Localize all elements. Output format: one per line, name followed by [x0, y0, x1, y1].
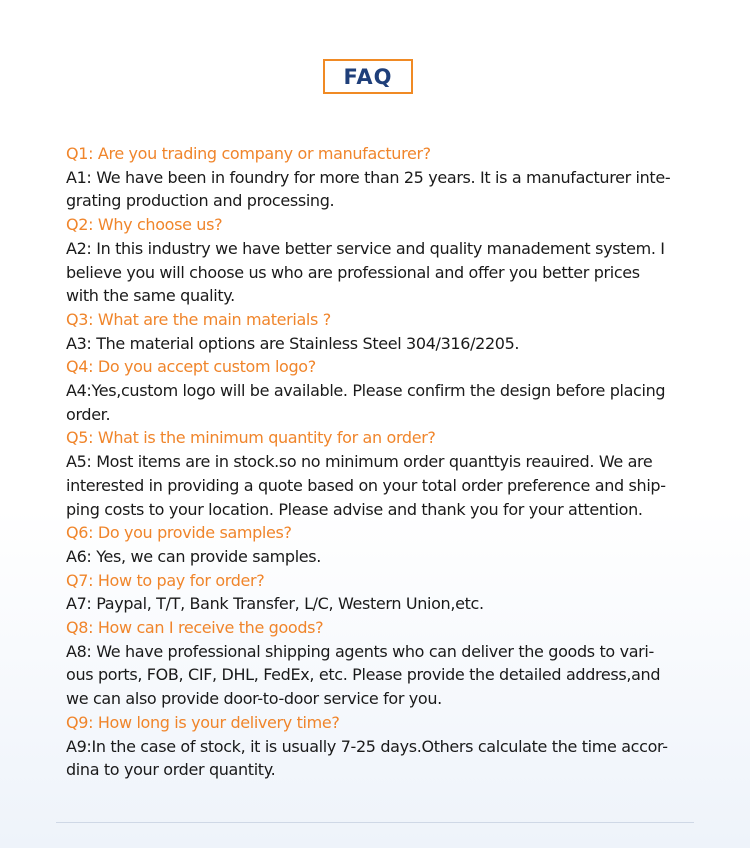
faq-answer: ping costs to your location. Please advise and thank you for your attention. — [66, 499, 643, 519]
faq-item-7 — [66, 569, 706, 616]
faq-answer: A8: We have professional shipping agents who can deliver the goods to vari- — [66, 641, 654, 661]
faq-question: Q3: What are the main materials ? — [66, 309, 331, 329]
faq-question: Q6: Do you provide samples? — [66, 523, 292, 543]
faq-question: Q1: Are you trading company or manufacturer? — [66, 144, 431, 163]
faq-answer: we can also provide door-to-door service for you. — [66, 689, 442, 709]
faq-item-9 — [66, 711, 706, 782]
faq-answer: A7: Paypal, T/T, Bank Transfer, L/C, Western Union,etc. — [66, 594, 484, 614]
faq-list — [66, 142, 706, 782]
faq-question: Q8: How can I receive the goods? — [66, 618, 324, 638]
faq-answer: believe you will choose us who are professional and offer you better prices — [66, 262, 640, 282]
faq-question: Q7: How to pay for order? — [66, 570, 265, 590]
faq-item-4 — [66, 355, 706, 426]
faq-answer: A5: Most items are in stock.so no minimum order quanttyis reauired. We are — [66, 452, 653, 472]
faq-answer: interested in providing a quote based on your total order preference and ship- — [66, 475, 666, 495]
faq-question: Q5: What is the minimum quantity for an order? — [66, 428, 436, 448]
faq-answer: grating production and processing. — [66, 191, 335, 211]
bottom-divider — [56, 822, 694, 823]
faq-answer: A1: We have been in foundry for more than 25 years. It is a manufacturer inte- — [66, 167, 671, 187]
faq-question: Q4: Do you accept custom logo? — [66, 357, 316, 377]
faq-answer: order. — [66, 404, 111, 424]
faq-item-5 — [66, 426, 706, 521]
faq-answer: A2: In this industry we have better service and quality manadement system. I — [66, 238, 665, 258]
faq-answer: with the same quality. — [66, 286, 235, 306]
faq-answer: A9:In the case of stock, it is usually 7-25 days.Others calculate the time accor- — [66, 736, 668, 756]
faq-item-8 — [66, 616, 706, 711]
faq-answer: ous ports, FOB, CIF, DHL, FedEx, etc. Please provide the detailed address,and — [66, 665, 661, 685]
faq-title: FAQ — [323, 59, 413, 94]
faq-answer: A4:Yes,custom logo will be available. Please confirm the design before placing — [66, 381, 666, 401]
faq-question: Q2: Why choose us? — [66, 215, 223, 235]
faq-item-1 — [66, 142, 706, 213]
faq-answer: A6: Yes, we can provide samples. — [66, 546, 322, 566]
faq-answer: A3: The material options are Stainless Steel 304/316/2205. — [66, 333, 520, 353]
faq-item-3 — [66, 308, 706, 355]
faq-question: Q9: How long is your delivery time? — [66, 712, 340, 732]
faq-item-2 — [66, 213, 706, 308]
faq-item-6 — [66, 521, 706, 568]
faq-answer: dina to your order quantity. — [66, 760, 276, 780]
